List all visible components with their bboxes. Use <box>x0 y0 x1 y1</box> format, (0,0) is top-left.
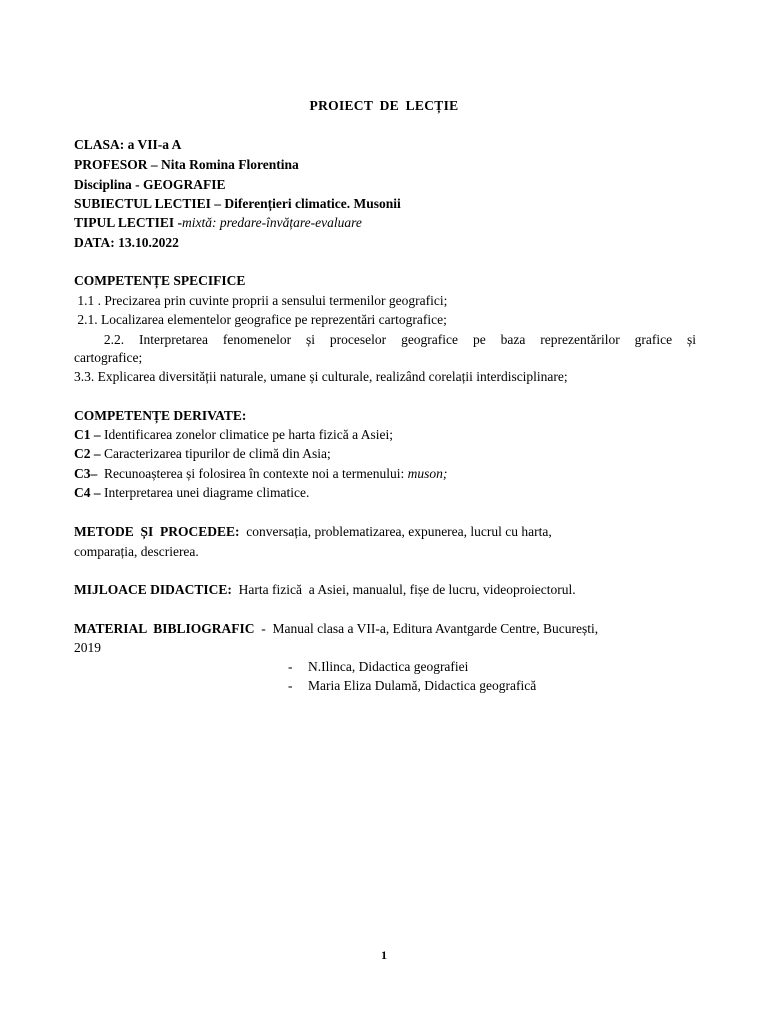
document-title: PROIECT DE LECȚIE <box>309 98 459 113</box>
ref-dash: - <box>288 659 293 674</box>
competence-code: C1 <box>74 427 91 442</box>
derived-competences-heading: COMPETENȚE DERIVATE: <box>74 408 247 423</box>
derived-competence-item <box>74 445 331 463</box>
teaching-aids-label: MIJLOACE DIDACTICE: <box>74 582 232 597</box>
bibliography-line <box>74 620 598 638</box>
bibliography-label: MATERIAL BIBLIOGRAFIC <box>74 621 255 636</box>
competence-separator: – <box>90 446 104 461</box>
specific-competence-item-continued: cartografice; <box>74 350 143 365</box>
competence-term: muson; <box>407 466 448 481</box>
discipline-line: Disciplina - GEOGRAFIE <box>74 177 226 192</box>
methods-label: METODE ȘI PROCEDEE: <box>74 524 240 539</box>
specific-competences-heading: COMPETENȚE SPECIFICE <box>74 273 246 288</box>
competence-separator: – <box>90 427 104 442</box>
competence-separator: – <box>90 466 104 481</box>
bibliography-ref-item <box>288 658 468 676</box>
page-number: 1 <box>381 948 387 962</box>
competence-text: Recunoașterea și folosirea în contexte noi a termenului: <box>104 466 408 481</box>
derived-competence-item <box>74 426 393 444</box>
date-line: DATA: 13.10.2022 <box>74 235 179 250</box>
ref-dash: - <box>288 678 293 693</box>
derived-competence-item <box>74 484 309 502</box>
competence-code: C2 <box>74 446 91 461</box>
lesson-type-line <box>74 214 362 232</box>
teaching-aids-line <box>74 581 576 599</box>
methods-text: conversația, problematizarea, expunerea, lucrul cu harta, <box>239 524 552 539</box>
bibliography-first-ref: - Manual clasa a VII-a, Editura Avantgarde Centre, București, <box>254 621 599 636</box>
ref-text: Maria Eliza Dulamă, Didactica geografică <box>308 678 537 693</box>
bibliography-line-continued: 2019 <box>74 640 101 655</box>
lesson-subject-line: SUBIECTUL LECTIEI – Diferențieri climatice. Musonii <box>74 196 401 211</box>
class-line: CLASA: a VII-a A <box>74 137 182 152</box>
competence-code: C4 <box>74 485 91 500</box>
teaching-aids-text: Harta fizică a Asiei, manualul, fișe de lucru, videoproiectorul. <box>231 582 576 597</box>
derived-competence-item <box>74 465 447 483</box>
competence-text: Caracterizarea tipurilor de climă din Asia; <box>104 446 331 461</box>
bibliography-ref-item <box>288 677 536 695</box>
methods-line-continued: comparația, descrierea. <box>74 544 199 559</box>
teacher-line: PROFESOR – Nita Romina Florentina <box>74 157 299 172</box>
competence-separator: – <box>90 485 104 500</box>
lesson-type-value: mixtă: predare-învățare-evaluare <box>182 215 362 230</box>
competence-text: Identificarea zonelor climatice pe harta fizică a Asiei; <box>104 427 393 442</box>
specific-competence-item: 3.3. Explicarea diversității naturale, umane și culturale, realizând corelații interdisciplinare; <box>74 369 568 384</box>
ref-text: N.Ilinca, Didactica geografiei <box>308 659 469 674</box>
specific-competence-item: 2.2. Interpretarea fenomenelor și proceselor geografice pe baza reprezentărilor grafice și <box>74 332 696 347</box>
methods-line <box>74 523 552 541</box>
specific-competence-item: 2.1. Localizarea elementelor geografice pe reprezentări cartografice; <box>74 312 447 327</box>
lesson-type-label: TIPUL LECTIEI - <box>74 215 183 230</box>
competence-text: Interpretarea unei diagrame climatice. <box>104 485 310 500</box>
specific-competence-item: 1.1 . Precizarea prin cuvinte proprii a sensului termenilor geografici; <box>74 293 448 308</box>
competence-code: C3 <box>74 466 91 481</box>
